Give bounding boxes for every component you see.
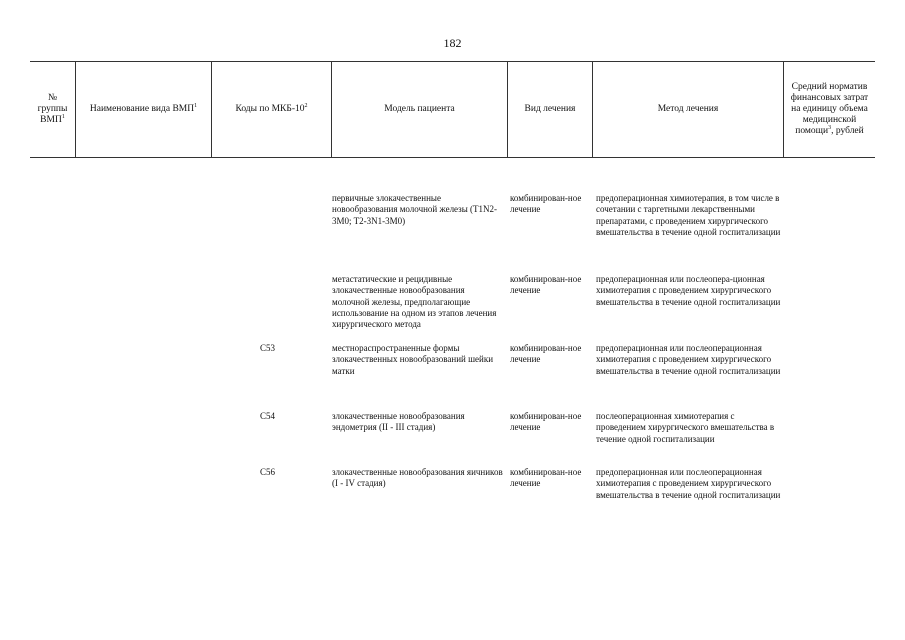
treatment-type: комбинирован-ное лечение (510, 467, 582, 489)
header-patient-model: Модель пациента (331, 62, 507, 157)
patient-model: метастатические и рецидивные злокачественные новообразования молочной железы, предполагающие использование на одном из этапов лечения хирургического метода (332, 274, 497, 330)
treatment-type: комбинирован-ное лечение (510, 193, 582, 215)
header-treatment-type: Вид лечения (507, 62, 592, 157)
treatment-method: послеоперационная химиотерапия с проведением хирургического вмешательства в течение одной госпитализации (596, 411, 775, 444)
header-vmp-name: Наименование вида ВМП$^1$ (75, 62, 211, 157)
page-number: 182 (443, 36, 462, 50)
treatment-method: предоперационная или послеоперационная химиотерапия с проведением хирургического вмешательства в течение одной госпитализации (596, 467, 781, 500)
header-icd-codes: Коды по МКБ-$10^2$ (211, 62, 331, 157)
patient-model: первичные злокачественные новообразования молочной железы (T1N2-3M0; T2-3N1-3M0) (332, 193, 498, 226)
icd-code: C56 (260, 467, 276, 477)
table-header (30, 61, 875, 158)
patient-model: местнораспространенные формы злокачественных новообразований шейки матки (332, 343, 494, 376)
header-group-no: № группы ВМП$^1$ (37, 93, 68, 125)
header-treatment-method: Метод лечения (592, 62, 783, 157)
header-avg-cost: Средний норматив финансовых затрат на единицу объема медицинской помощи$^3$, рублей (783, 62, 875, 157)
treatment-method: предоперационная химиотерапия, в том числе в сочетании с таргетными лекарственными препаратами, с проведением хирургического вмешательства в течение одной госпитализации (596, 193, 781, 237)
treatment-method: предоперационная или послеопера-ционная химиотерапия с проведением хирургического вмешательства в течение одной госпитализации (596, 274, 781, 307)
icd-code: C53 (260, 343, 276, 353)
icd-code: C54 (260, 411, 276, 421)
treatment-type: комбинирован-ное лечение (510, 411, 582, 433)
treatment-type: комбинирован-ное лечение (510, 343, 582, 365)
patient-model: злокачественные новообразования эндометрия (II - III стадия) (332, 411, 465, 433)
patient-model: злокачественные новообразования яичников (I - IV стадия) (332, 467, 503, 489)
treatment-method: предоперационная или послеоперационная химиотерапия с проведением хирургического вмешательства в течение одной госпитализации (596, 343, 781, 376)
treatment-type: комбинирован-ное лечение (510, 274, 582, 296)
